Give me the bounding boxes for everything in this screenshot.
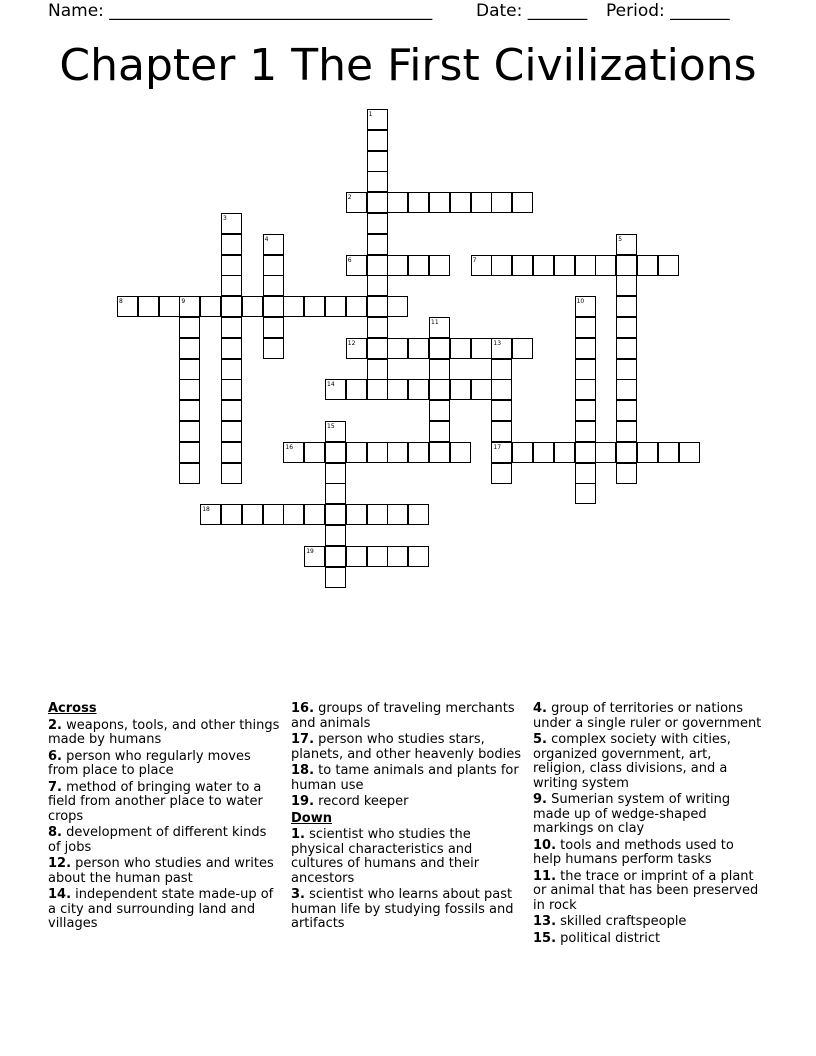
crossword-cell[interactable] — [429, 255, 450, 276]
crossword-cell[interactable] — [575, 359, 596, 380]
crossword-cell[interactable] — [138, 296, 159, 317]
crossword-cell[interactable] — [408, 255, 429, 276]
crossword-cell[interactable] — [512, 192, 533, 213]
crossword-cell[interactable] — [221, 317, 242, 338]
crossword-cell[interactable] — [283, 504, 304, 525]
clue-down-4: 4. group of territories or nations under a single ruler or government — [533, 701, 762, 731]
crossword-cell[interactable] — [263, 234, 284, 255]
crossword-cell[interactable] — [408, 504, 429, 525]
clue-down-3: 3. scientist who learns about past human life by studying fossils and artifacts — [291, 887, 514, 931]
cell-number: 2 — [347, 194, 352, 202]
crossword-cell[interactable] — [387, 442, 408, 463]
clue-down-15: 15. political district — [533, 930, 661, 946]
crossword-cell[interactable] — [616, 463, 637, 484]
crossword-cell[interactable] — [325, 442, 346, 463]
cell-number: 4 — [264, 235, 269, 243]
crossword-cell[interactable] — [221, 463, 242, 484]
clues-column-3 — [533, 702, 765, 948]
crossword-cell[interactable] — [575, 379, 596, 400]
crossword-cell[interactable] — [221, 442, 242, 463]
crossword-cell[interactable] — [429, 421, 450, 442]
crossword-cell[interactable] — [221, 504, 242, 525]
crossword-cell[interactable] — [179, 400, 200, 421]
crossword-cell[interactable] — [263, 296, 284, 317]
crossword-cell[interactable] — [512, 442, 533, 463]
crossword-cell[interactable] — [346, 338, 367, 359]
crossword-cell[interactable] — [304, 442, 325, 463]
crossword-cell[interactable] — [491, 379, 512, 400]
crossword-cell[interactable] — [179, 421, 200, 442]
crossword-cell[interactable] — [346, 379, 367, 400]
crossword-cell[interactable] — [367, 317, 388, 338]
crossword-cell[interactable] — [367, 171, 388, 192]
crossword-cell[interactable] — [367, 338, 388, 359]
cell-number: 3 — [223, 215, 227, 222]
crossword-cell[interactable] — [367, 255, 388, 276]
crossword-cell[interactable] — [575, 255, 596, 276]
date-field[interactable]: Date: _______ — [476, 1, 588, 21]
clue-down-11: 11. the trace or imprint of a plant or animal that has been preserved in rock — [533, 868, 759, 913]
crossword-cell[interactable] — [304, 296, 325, 317]
crossword-cell[interactable] — [263, 504, 284, 525]
crossword-cell[interactable] — [346, 504, 367, 525]
cell-number: 15 — [327, 423, 335, 430]
cell-number: 12 — [347, 339, 356, 347]
crossword-cell[interactable] — [367, 234, 388, 255]
cell-number: 16 — [285, 443, 294, 451]
crossword-cell[interactable] — [616, 442, 637, 463]
crossword-cell[interactable] — [575, 296, 596, 317]
crossword-cell[interactable] — [408, 442, 429, 463]
clue-down-5: 5. complex society with cities, organized government, art, religion, class divisions, and a writing system — [533, 732, 731, 791]
clue-down-10: 10. tools and methods used to help humans perform tasks — [533, 837, 734, 867]
crossword-cell[interactable] — [408, 338, 429, 359]
crossword-cell[interactable] — [429, 442, 450, 463]
cell-number: 10 — [576, 298, 585, 306]
cell-number: 8 — [119, 298, 123, 306]
crossword-cell[interactable] — [471, 255, 492, 276]
crossword-cell[interactable] — [242, 296, 263, 317]
crossword-cell[interactable] — [387, 255, 408, 276]
cell-number: 18 — [202, 506, 210, 514]
clue-across-19: 19. record keeper — [291, 794, 409, 809]
crossword-cell[interactable] — [616, 317, 637, 338]
crossword-cell[interactable] — [616, 400, 637, 421]
crossword-cell[interactable] — [575, 483, 596, 504]
clues-column-1 — [48, 702, 280, 934]
clue-across-6: 6. person who regularly moves from place to place — [48, 748, 251, 778]
clue-down-9: 9. Sumerian system of writing made up of wedge-shaped markings on clay — [533, 792, 731, 836]
crossword-cell[interactable] — [346, 296, 367, 317]
crossword-cell[interactable] — [221, 338, 242, 359]
crossword-cell[interactable] — [616, 421, 637, 442]
crossword-cell[interactable] — [367, 504, 388, 525]
crossword-cell[interactable] — [367, 192, 388, 213]
crossword-cell[interactable] — [367, 275, 388, 296]
crossword-cell[interactable] — [367, 379, 388, 400]
clue-across-17: 17. person who studies stars, planets, and other heavenly bodies — [291, 732, 521, 762]
crossword-cell[interactable] — [575, 338, 596, 359]
crossword-cell[interactable] — [491, 192, 512, 213]
crossword-cell[interactable] — [263, 275, 284, 296]
crossword-cell[interactable] — [367, 359, 388, 380]
crossword-cell[interactable] — [179, 359, 200, 380]
crossword-cell[interactable] — [595, 255, 616, 276]
crossword-cell[interactable] — [471, 338, 492, 359]
crossword-cell[interactable] — [491, 338, 512, 359]
crossword-cell[interactable] — [387, 546, 408, 567]
cell-number: 11 — [431, 319, 439, 326]
clue-across-14: 14. independent state made-up of a city and surrounding land and villages — [48, 887, 274, 931]
crossword-cell[interactable] — [387, 338, 408, 359]
crossword-cell[interactable] — [304, 504, 325, 525]
clue-across-12: 12. person who studies and writes about the human past — [48, 856, 274, 886]
crossword-cell[interactable] — [554, 442, 575, 463]
cell-number: 14 — [327, 381, 335, 389]
crossword-cell[interactable] — [616, 338, 637, 359]
crossword-cell[interactable] — [450, 338, 471, 359]
cell-number: 5 — [618, 235, 623, 243]
crossword-cell[interactable] — [471, 192, 492, 213]
crossword-cell[interactable] — [616, 255, 637, 276]
crossword-cell[interactable] — [346, 255, 367, 276]
clue-across-16: 16. groups of traveling merchants and animals — [291, 701, 515, 731]
clue-across-8: 8. development of different kinds of jobs — [48, 825, 267, 855]
cell-number: 17 — [493, 443, 502, 451]
cell-number: 13 — [493, 339, 502, 347]
name-field[interactable]: Name: ______________________________________ — [48, 1, 433, 21]
crossword-cell[interactable] — [408, 192, 429, 213]
crossword-cell[interactable] — [221, 379, 242, 400]
crossword-cell[interactable] — [325, 546, 346, 567]
crossword-cell[interactable] — [533, 255, 554, 276]
crossword-cell[interactable] — [533, 442, 554, 463]
crossword-cell[interactable] — [616, 296, 637, 317]
crossword-cell[interactable] — [221, 213, 242, 234]
crossword-cell[interactable] — [325, 525, 346, 546]
crossword-cell[interactable] — [575, 400, 596, 421]
crossword-cell[interactable] — [575, 317, 596, 338]
crossword-cell[interactable] — [325, 296, 346, 317]
crossword-cell[interactable] — [200, 296, 221, 317]
crossword-cell[interactable] — [367, 546, 388, 567]
crossword-cell[interactable] — [221, 296, 242, 317]
crossword-cell[interactable] — [221, 400, 242, 421]
crossword-cell[interactable] — [200, 504, 221, 525]
crossword-cell[interactable] — [429, 192, 450, 213]
crossword-cell[interactable] — [512, 255, 533, 276]
crossword-cell[interactable] — [283, 296, 304, 317]
crossword-cell[interactable] — [346, 192, 367, 213]
down-heading: Down — [291, 810, 332, 826]
crossword-cell[interactable] — [159, 296, 180, 317]
crossword-cell[interactable] — [616, 234, 637, 255]
crossword-cell[interactable] — [367, 296, 388, 317]
crossword-cell[interactable] — [221, 359, 242, 380]
crossword-cell[interactable] — [679, 442, 700, 463]
crossword-cell[interactable] — [429, 379, 450, 400]
crossword-cell[interactable] — [346, 546, 367, 567]
crossword-cell[interactable] — [179, 463, 200, 484]
crossword-cell[interactable] — [491, 442, 512, 463]
crossword-cell[interactable] — [512, 338, 533, 359]
crossword-cell[interactable] — [387, 504, 408, 525]
crossword-cell[interactable] — [179, 317, 200, 338]
crossword-cell[interactable] — [637, 255, 658, 276]
crossword-cell[interactable] — [491, 255, 512, 276]
crossword-cell[interactable] — [283, 442, 304, 463]
across-heading: Across — [48, 701, 97, 716]
crossword-cell[interactable] — [242, 504, 263, 525]
crossword-cell[interactable] — [658, 442, 679, 463]
crossword-cell[interactable] — [616, 379, 637, 400]
crossword-cell[interactable] — [491, 400, 512, 421]
crossword-cell[interactable] — [429, 359, 450, 380]
crossword-cell[interactable] — [429, 400, 450, 421]
crossword-cell[interactable] — [408, 546, 429, 567]
crossword-cell[interactable] — [221, 255, 242, 276]
crossword-cell[interactable] — [179, 296, 200, 317]
crossword-cell[interactable] — [325, 504, 346, 525]
clue-across-2: 2. weapons, tools, and other things made by humans — [48, 717, 280, 747]
crossword-cell[interactable] — [179, 338, 200, 359]
clues-column-2 — [291, 702, 523, 934]
crossword-cell[interactable] — [263, 338, 284, 359]
crossword-cell[interactable] — [450, 192, 471, 213]
crossword-cell[interactable] — [429, 317, 450, 338]
crossword-cell[interactable] — [616, 359, 637, 380]
cell-number: 19 — [306, 547, 314, 555]
crossword-cell[interactable] — [263, 317, 284, 338]
crossword-cell[interactable] — [471, 379, 492, 400]
crossword-cell[interactable] — [325, 421, 346, 442]
crossword-cell[interactable] — [450, 379, 471, 400]
crossword-cell[interactable] — [450, 442, 471, 463]
crossword-cell[interactable] — [429, 338, 450, 359]
cell-number: 1 — [368, 111, 373, 118]
crossword-cell[interactable] — [491, 421, 512, 442]
crossword-cell[interactable] — [179, 442, 200, 463]
crossword-cell[interactable] — [575, 463, 596, 484]
crossword-cell[interactable] — [554, 255, 575, 276]
cell-number: 6 — [347, 256, 352, 264]
crossword-cell[interactable] — [367, 151, 388, 172]
crossword-cell[interactable] — [325, 567, 346, 588]
clue-down-13: 13. skilled craftspeople — [533, 914, 687, 929]
crossword-cell[interactable] — [221, 275, 242, 296]
crossword-cell[interactable] — [387, 379, 408, 400]
clue-down-1: 1. scientist who studies the physical characteristics and cultures of humans and their ancestors — [291, 827, 480, 886]
crossword-cell[interactable] — [367, 442, 388, 463]
crossword-cell[interactable] — [387, 296, 408, 317]
crossword-cell[interactable] — [408, 379, 429, 400]
crossword-cell[interactable] — [325, 483, 346, 504]
crossword-cell[interactable] — [491, 359, 512, 380]
crossword-cell[interactable] — [367, 109, 388, 130]
crossword-cell[interactable] — [575, 421, 596, 442]
period-field[interactable]: Period: _______ — [606, 1, 730, 21]
crossword-cell[interactable] — [179, 379, 200, 400]
crossword-cell[interactable] — [263, 255, 284, 276]
crossword-cell[interactable] — [367, 130, 388, 151]
crossword-cell[interactable] — [616, 275, 637, 296]
crossword-cell[interactable] — [367, 213, 388, 234]
crossword-cell[interactable] — [658, 255, 679, 276]
crossword-cell[interactable] — [387, 192, 408, 213]
crossword-cell[interactable] — [221, 421, 242, 442]
cell-number: 9 — [181, 298, 186, 306]
crossword-cell[interactable] — [325, 463, 346, 484]
crossword-cell[interactable] — [325, 379, 346, 400]
crossword-cell[interactable] — [637, 442, 658, 463]
crossword-cell[interactable] — [346, 442, 367, 463]
page-title: Chapter 1 The First Civilizations — [59, 40, 757, 91]
crossword-cell[interactable] — [595, 442, 616, 463]
crossword-cell[interactable] — [491, 463, 512, 484]
crossword-cell[interactable] — [575, 442, 596, 463]
clue-across-18: 18. to tame animals and plants for human use — [291, 763, 519, 793]
crossword-cell[interactable] — [304, 546, 325, 567]
cell-number: 7 — [472, 256, 477, 264]
crossword-cell[interactable] — [221, 234, 242, 255]
clue-across-7: 7. method of bringing water to a field from another place to water crops — [48, 779, 263, 824]
crossword-cell[interactable] — [117, 296, 138, 317]
